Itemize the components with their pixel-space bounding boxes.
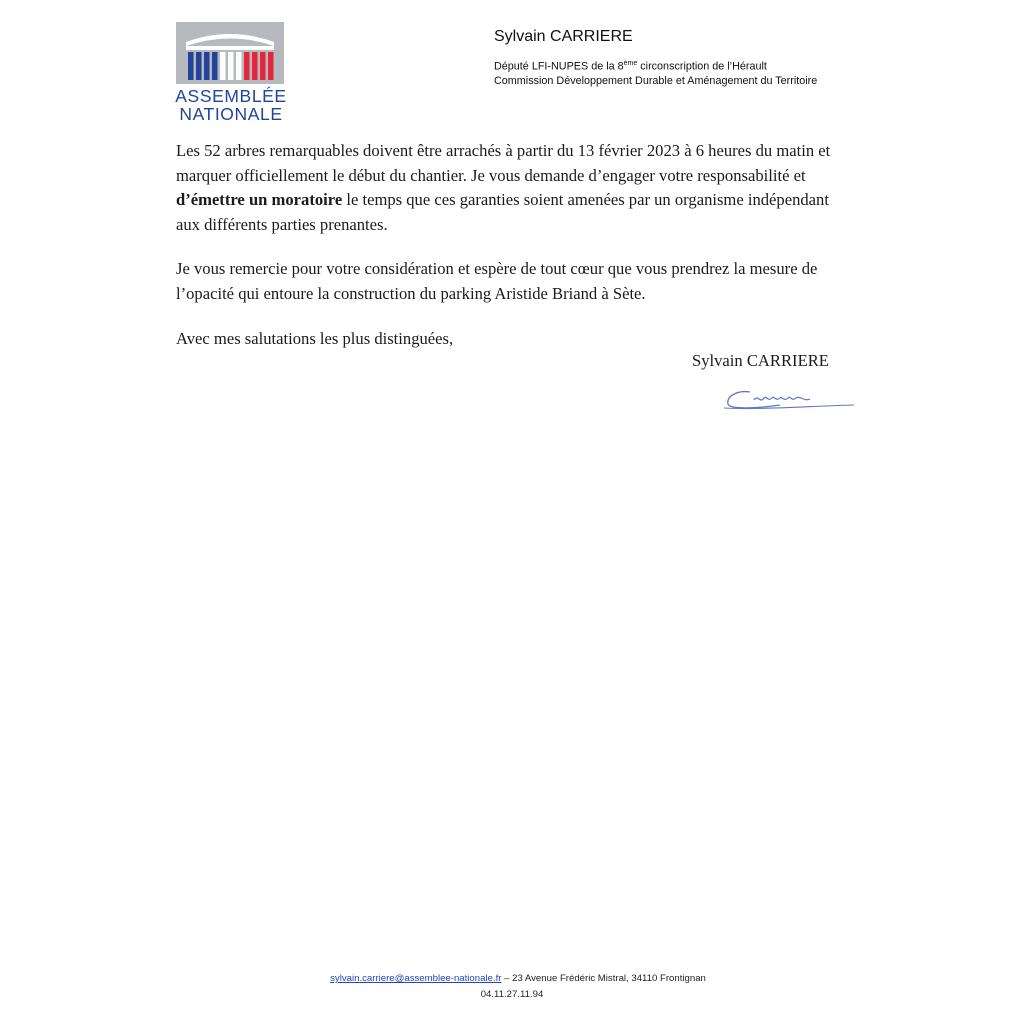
para1-bold: d’émettre un moratoire	[176, 190, 343, 209]
header-role-sup: ème	[623, 60, 638, 67]
letter-paragraph-1	[176, 139, 856, 237]
header-name: Sylvain CARRIERE	[494, 28, 633, 45]
para1-end: le temps que ces garanties soient amenées par un organisme indépendant aux différents parties prenantes.	[176, 190, 829, 234]
letter-paragraph-2	[176, 257, 856, 306]
handwritten-signature	[720, 382, 860, 416]
header-role-end: circonscription de l’Hérault	[637, 60, 767, 73]
footer-email-link[interactable]: sylvain.carriere@assemblee-nationale.fr	[330, 973, 502, 984]
header-role-start: Député LFI-NUPES de la 8	[494, 60, 624, 73]
hemicycle-icon	[176, 22, 284, 84]
closing-text: Avec mes salutations les plus distinguées,	[176, 329, 454, 348]
header-role	[494, 60, 767, 73]
para1-start: Les 52 arbres remarquables doivent être arrachés à partir du 13 février 2023 à 6 heures du matin et marquer officiellement le début du chantier. Je vous demande d’engager votre responsabilité et	[176, 141, 831, 185]
logo-line-1: ASSEMBLÉE	[175, 86, 287, 106]
signatory-name: Sylvain CARRIERE	[692, 351, 829, 370]
para2-text: Je vous remercie pour votre considération et espère de tout cœur que vous prendrez la mesure de l’opacité qui entoure la construction du parking Aristide Briand à Sète.	[176, 259, 818, 303]
letter-closing	[176, 327, 856, 352]
assemblee-nationale-logo	[172, 20, 290, 124]
footer-contact	[6, 973, 1024, 984]
logo-emblem	[176, 22, 284, 84]
logo-line-2: NATIONALE	[179, 104, 283, 124]
header-commission: Commission Développement Durable et Aménagement du Territoire	[494, 75, 818, 87]
footer-address: – 23 Avenue Frédéric Mistral, 34110 Frontignan	[501, 973, 706, 984]
footer-phone: 04.11.27.11.94	[480, 989, 544, 1000]
